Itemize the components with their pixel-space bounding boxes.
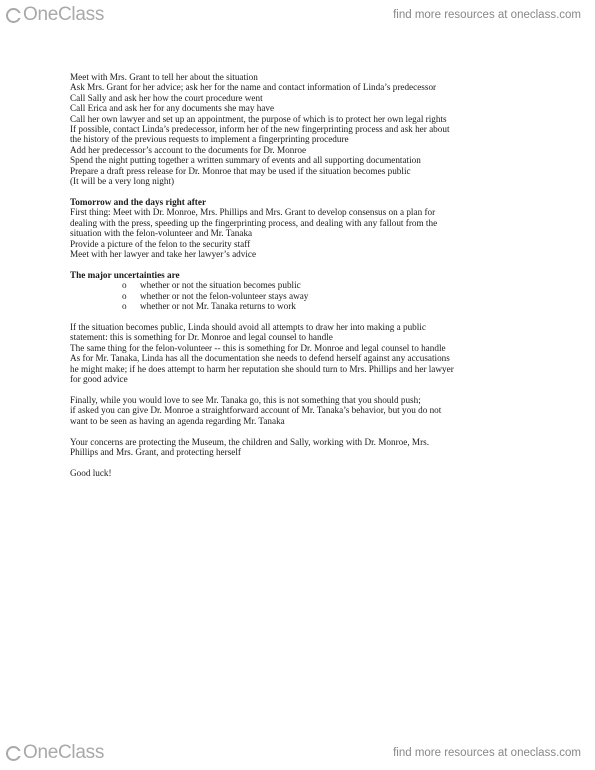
bottom-banner [0, 738, 595, 770]
text-line: the history of the previous requests to implement a fingerprinting procedure [70, 134, 349, 145]
promo-link[interactable]: find more resources at oneclass.com [393, 9, 581, 21]
list-item-text: whether or not the situation becomes public [140, 280, 301, 291]
logo-text: OneClass [23, 4, 105, 25]
uncertainty-list [70, 280, 540, 311]
oneclass-logo[interactable] [6, 4, 104, 26]
list-item [122, 280, 540, 290]
text-line: As for Mr. Tanaka, Linda has all the documentation she needs to defend herself against any accusations [70, 353, 450, 364]
list-item-text: whether or not the felon-volunteer stays away [140, 290, 309, 301]
text-line: Your concerns are protecting the Museum, the children and Sally, working with Dr. Monroe, Mrs. [70, 436, 430, 447]
list-item-text: whether or not Mr. Tanaka returns to work [140, 301, 296, 312]
text-line: (It will be a very long night) [70, 176, 175, 187]
section-heading: The major uncertainties are [70, 269, 180, 280]
bullet-marker: o [122, 301, 127, 312]
tonight-section [70, 72, 540, 186]
section-heading: Tomorrow and the days right after [70, 196, 207, 207]
list-item [122, 291, 540, 301]
text-line: Spend the night putting together a written summary of events and all supporting documentation [70, 155, 421, 166]
uncertainties-section [70, 270, 540, 312]
text-line: Ask Mrs. Grant for her advice; ask her for the name and contact information of Linda’s predecessor [70, 82, 437, 93]
text-line: Add her predecessor’s account to the documents for Dr. Monroe [70, 144, 307, 155]
text-line: The same thing for the felon-volunteer -- this is something for Dr. Monroe and legal counsel to handle [70, 342, 446, 353]
text-line: situation with the felon-volunteer and Mr. Tanaka [70, 228, 253, 239]
text-line: want to be seen as having an agenda regarding Mr. Tanaka [70, 415, 285, 426]
text-line: Call her own lawyer and set up an appointment, the purpose of which is to protect her own legal rights [70, 113, 447, 124]
list-item [122, 301, 540, 311]
text-line: he might make; if he does attempt to harm her reputation she should turn to Mrs. Phillips and her lawyer [70, 363, 454, 374]
tomorrow-section [70, 197, 540, 259]
document-body [70, 72, 540, 478]
text-line: Prepare a draft press release for Dr. Monroe that may be used if the situation becomes public [70, 165, 411, 176]
text-line: First thing: Meet with Dr. Monroe, Mrs. Phillips and Mrs. Grant to develop consensus on a plan for [70, 207, 436, 218]
text-line: Provide a picture of the felon to the security staff [70, 238, 251, 249]
text-line: If possible, contact Linda’s predecessor, inform her of the new fingerprinting process and ask her about [70, 124, 450, 135]
text-line: statement: this is something for Dr. Monroe and legal counsel to handle [70, 332, 333, 343]
concerns-section [70, 437, 540, 458]
closing-line: Good luck! [70, 468, 112, 478]
text-line: Meet with her lawyer and take her lawyer’s advice [70, 249, 257, 259]
text-line: dealing with the press, speeding up the fingerprinting process, and dealing with any fallout from the [70, 217, 438, 228]
bullet-marker: o [122, 290, 127, 301]
oneclass-logo-icon [6, 746, 21, 761]
text-line: Meet with Mrs. Grant to tell her about the situation [70, 72, 258, 82]
text-line: Phillips and Mrs. Grant, and protecting herself [70, 447, 241, 458]
logo-text: OneClass [23, 742, 105, 763]
text-line: If the situation becomes public, Linda should avoid all attempts to draw her into making a public [70, 322, 426, 333]
oneclass-logo-icon [6, 8, 21, 23]
top-banner [0, 0, 595, 32]
finally-section [70, 395, 540, 426]
oneclass-logo[interactable] [6, 742, 104, 764]
text-line: Finally, while you would love to see Mr. Tanaka go, this is not something that you should push; [70, 394, 421, 405]
text-line: Call Sally and ask her how the court procedure went [70, 92, 263, 103]
text-line: Call Erica and ask her for any documents she may have [70, 103, 275, 114]
public-section [70, 322, 540, 384]
promo-link[interactable]: find more resources at oneclass.com [393, 747, 581, 759]
text-line: if asked you can give Dr. Monroe a straightforward account of Mr. Tanaka’s behavior, but you do not [70, 405, 442, 416]
text-line: for good advice [70, 374, 128, 385]
bullet-marker: o [122, 280, 127, 291]
